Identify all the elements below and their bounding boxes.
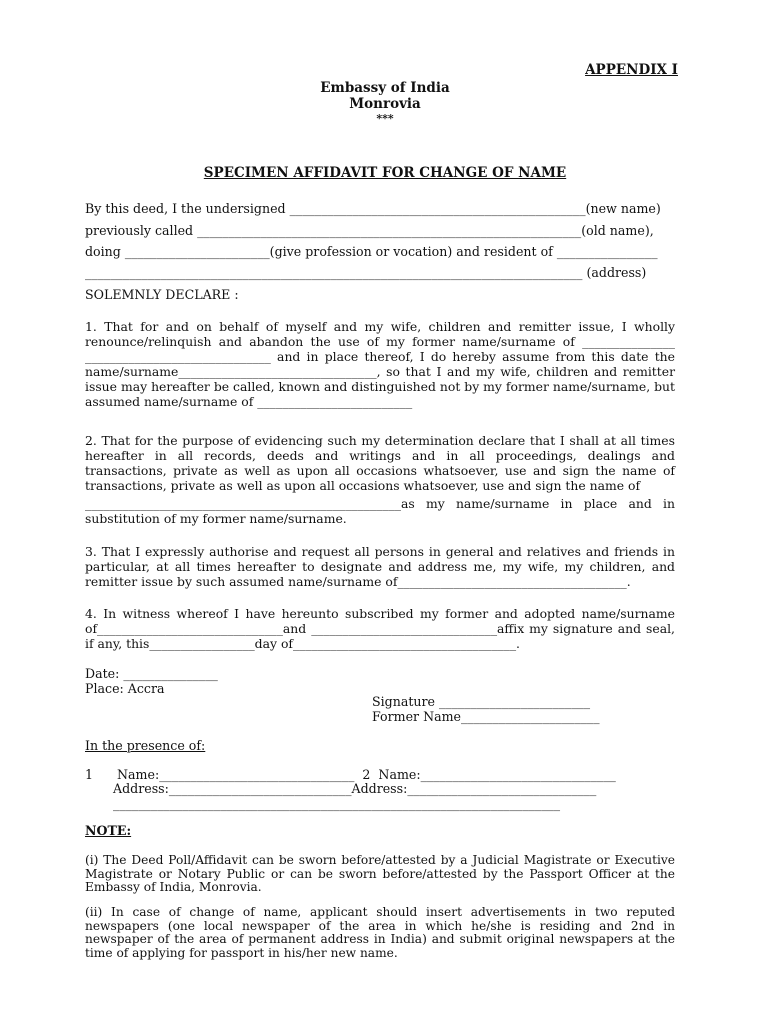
paragraph-3: 3. That I expressly authorise and request all persons in general and relatives and friends in particular, at all times hereafter to designate and address me, my wife, my children, and remitter issue by such assumed name/surname of_____________________________________. <box>85 544 675 589</box>
place-field: Place: Accra <box>85 681 165 696</box>
presence-heading: In the presence of: <box>85 738 206 753</box>
intro-address-line: _______________________________________________________________________________ (address) <box>85 265 647 280</box>
paragraph-2: 2. That for the purpose of evidencing such my determination declare that I shall at all times hereafter in all records, deeds and writings and in all proceedings, dealings and transactions, private as well as upon all occasions whatsoever, use and sign the name of transactions, private as well as upon all occasions whatsoever, use and sign the name of <box>85 433 675 493</box>
note-item-1: (i) The Deed Poll/Affidavit can be sworn before/attested by a Judicial Magistrate or Executive Magistrate or Notary Public or can be sworn before/attested by the Passport Officer at the Embassy of India, Monrovia. <box>85 853 675 894</box>
signature-field: Signature ________________________ <box>372 694 591 709</box>
document-title: SPECIMEN AFFIDAVIT FOR CHANGE OF NAME <box>203 165 567 181</box>
date-field: Date: _______________ <box>85 666 218 681</box>
witness-name-row: 1 Name:_______________________________ 2 Name:_______________________________ <box>85 767 616 782</box>
paragraph-4: 4. In witness whereof I have hereunto subscribed my former and adopted name/surname of______________________________and ______________________________affix my signature and seal, if any, this_________________day of____________________________________. <box>85 606 675 651</box>
appendix-label: APPENDIX I <box>585 62 678 78</box>
header-stars: *** <box>376 112 394 125</box>
intro-old-name-line: previously called _____________________________________________________________(old name), <box>85 223 654 238</box>
solemnly-declare: SOLEMNLY DECLARE : <box>85 287 239 302</box>
paragraph-2-continued: ___________________________________________________as my name/surname in place and in substitution of my former name/surname. <box>85 496 675 526</box>
intro-new-name-line: By this deed, I the undersigned _______________________________________________(new name) <box>85 201 661 216</box>
note-item-2: (ii) In case of change of name, applicant should insert advertisements in two reputed newspapers (one local newspaper of the area in which he/she is residing and 2nd in newspaper of the area of permanent address in India) and submit original newspapers at the time of applying for passport in his/her new name. <box>85 905 675 960</box>
witness-extra-line: _______________________________________________________________________ <box>85 796 561 811</box>
embassy-city: Monrovia <box>349 96 421 112</box>
intro-profession-line: doing _______________________(give profession or vocation) and resident of ________________ <box>85 244 658 259</box>
witness-address-row: Address:_____________________________Address:______________________________ <box>85 781 597 796</box>
embassy-name: Embassy of India <box>320 80 450 96</box>
paragraph-1: 1. That for and on behalf of myself and my wife, children and remitter issue, I wholly renounce/relinquish and abandon the use of my former name/surname of _______________ ______________________________ and in place thereof, I do hereby assume from this date the name/surname________________________________, so that I and my wife, children and remitter issue may hereafter be called, known and distinguished not by my former name/surname, but assumed name/surname of _________________________ <box>85 319 675 409</box>
former-name-field: Former Name______________________ <box>372 709 600 724</box>
note-heading: NOTE: <box>85 823 132 838</box>
